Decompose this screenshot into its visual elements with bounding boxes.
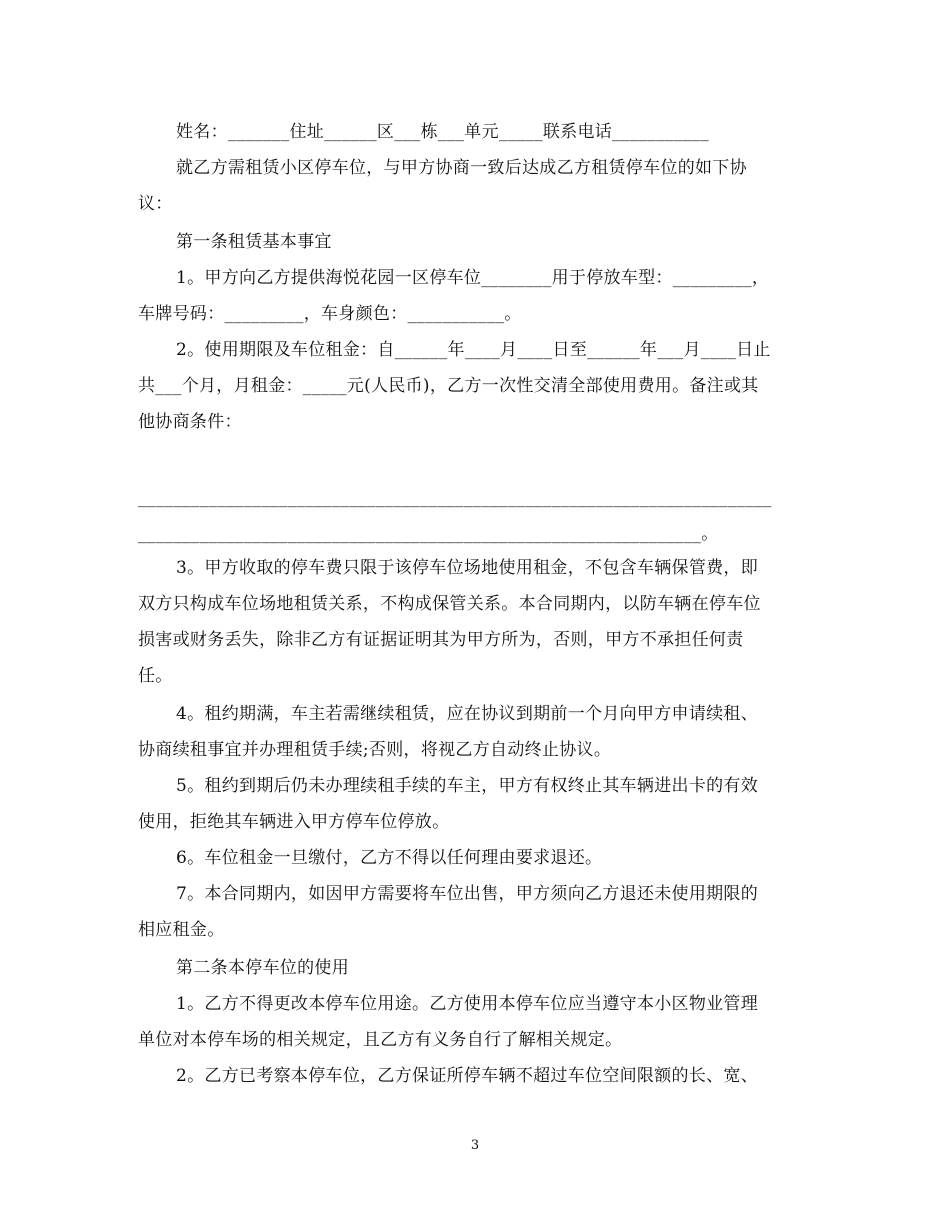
clause-7-line-1: 7。本合同期内，如因甲方需要将车位出售，甲方须向乙方退还未使用期限的	[176, 884, 759, 904]
clause-5-line-2: 使用，拒绝其车辆进入甲方停车位停放。	[138, 812, 450, 832]
clause-3-line-3: 损害或财务丢失，除非乙方有证据证明其为甲方所为，否则，甲方不承担任何责	[138, 630, 744, 650]
clause-1-line-2: 车牌号码：_________，车身颜色：___________。	[138, 304, 522, 324]
clause-3-line-4: 任。	[138, 666, 173, 686]
article-2-clause-2-line-1: 2。乙方已考察本停车位，乙方保证所停车辆不超过车位空间限额的长、宽、	[176, 1066, 759, 1086]
clause-3-line-1: 3。甲方收取的停车费只限于该停车位场地使用租金，不包含车辆保管费，即	[176, 558, 759, 578]
intro-line-1: 就乙方需租赁小区停车位，与甲方协商一致后达成乙方租赁停车位的如下协	[176, 158, 747, 178]
clause-3-line-2: 双方只构成车位场地租赁关系，不构成保管关系。本合同期内，以防车辆在停车位	[138, 594, 761, 614]
clause-2-line-1: 2。使用期限及车位租金：自______年____月____日至______年___月____日止	[176, 340, 771, 360]
article-1-heading: 第一条租赁基本事宜	[176, 232, 332, 252]
clause-2-line-3: 他协商条件：	[138, 412, 242, 432]
page-number: 3	[470, 1138, 480, 1153]
clause-5-line-1: 5。租约到期后仍未办理续租手续的车主，甲方有权终止其车辆进出卡的有效	[176, 776, 759, 796]
clause-4-line-1: 4。租约期满，车主若需继续租赁，应在协议到期前一个月向甲方申请续租、	[176, 704, 759, 724]
notes-blank-line-2: ________________________________________________________________。	[138, 524, 719, 544]
article-2-heading: 第二条本停车位的使用	[176, 958, 349, 978]
party-b-info-line: 姓名：_______住址______区___栋___单元_____联系电话___________	[176, 122, 709, 142]
clause-6-line: 6。车位租金一旦缴付，乙方不得以任何理由要求退还。	[176, 848, 603, 868]
notes-blank-line-1: ________________________________________________________________________	[138, 488, 772, 508]
article-2-clause-1-line-2: 单位对本停车场的相关规定，且乙方有义务自行了解相关规定。	[138, 1030, 623, 1050]
article-2-clause-1-line-1: 1。乙方不得更改本停车位用途。乙方使用本停车位应当遵守本小区物业管理	[176, 994, 759, 1014]
clause-1-line-1: 1。甲方向乙方提供海悦花园一区停车位________用于停放车型：_________，	[176, 268, 770, 288]
intro-line-2: 议：	[138, 194, 173, 214]
clause-2-line-2: 共___个月，月租金：_____元(人民币)，乙方一次性交清全部使用费用。备注或其	[138, 376, 759, 396]
clause-7-line-2: 相应租金。	[138, 920, 225, 940]
clause-4-line-2: 协商续租事宜并办理租赁手续;否则，将视乙方自动终止协议。	[138, 740, 612, 760]
